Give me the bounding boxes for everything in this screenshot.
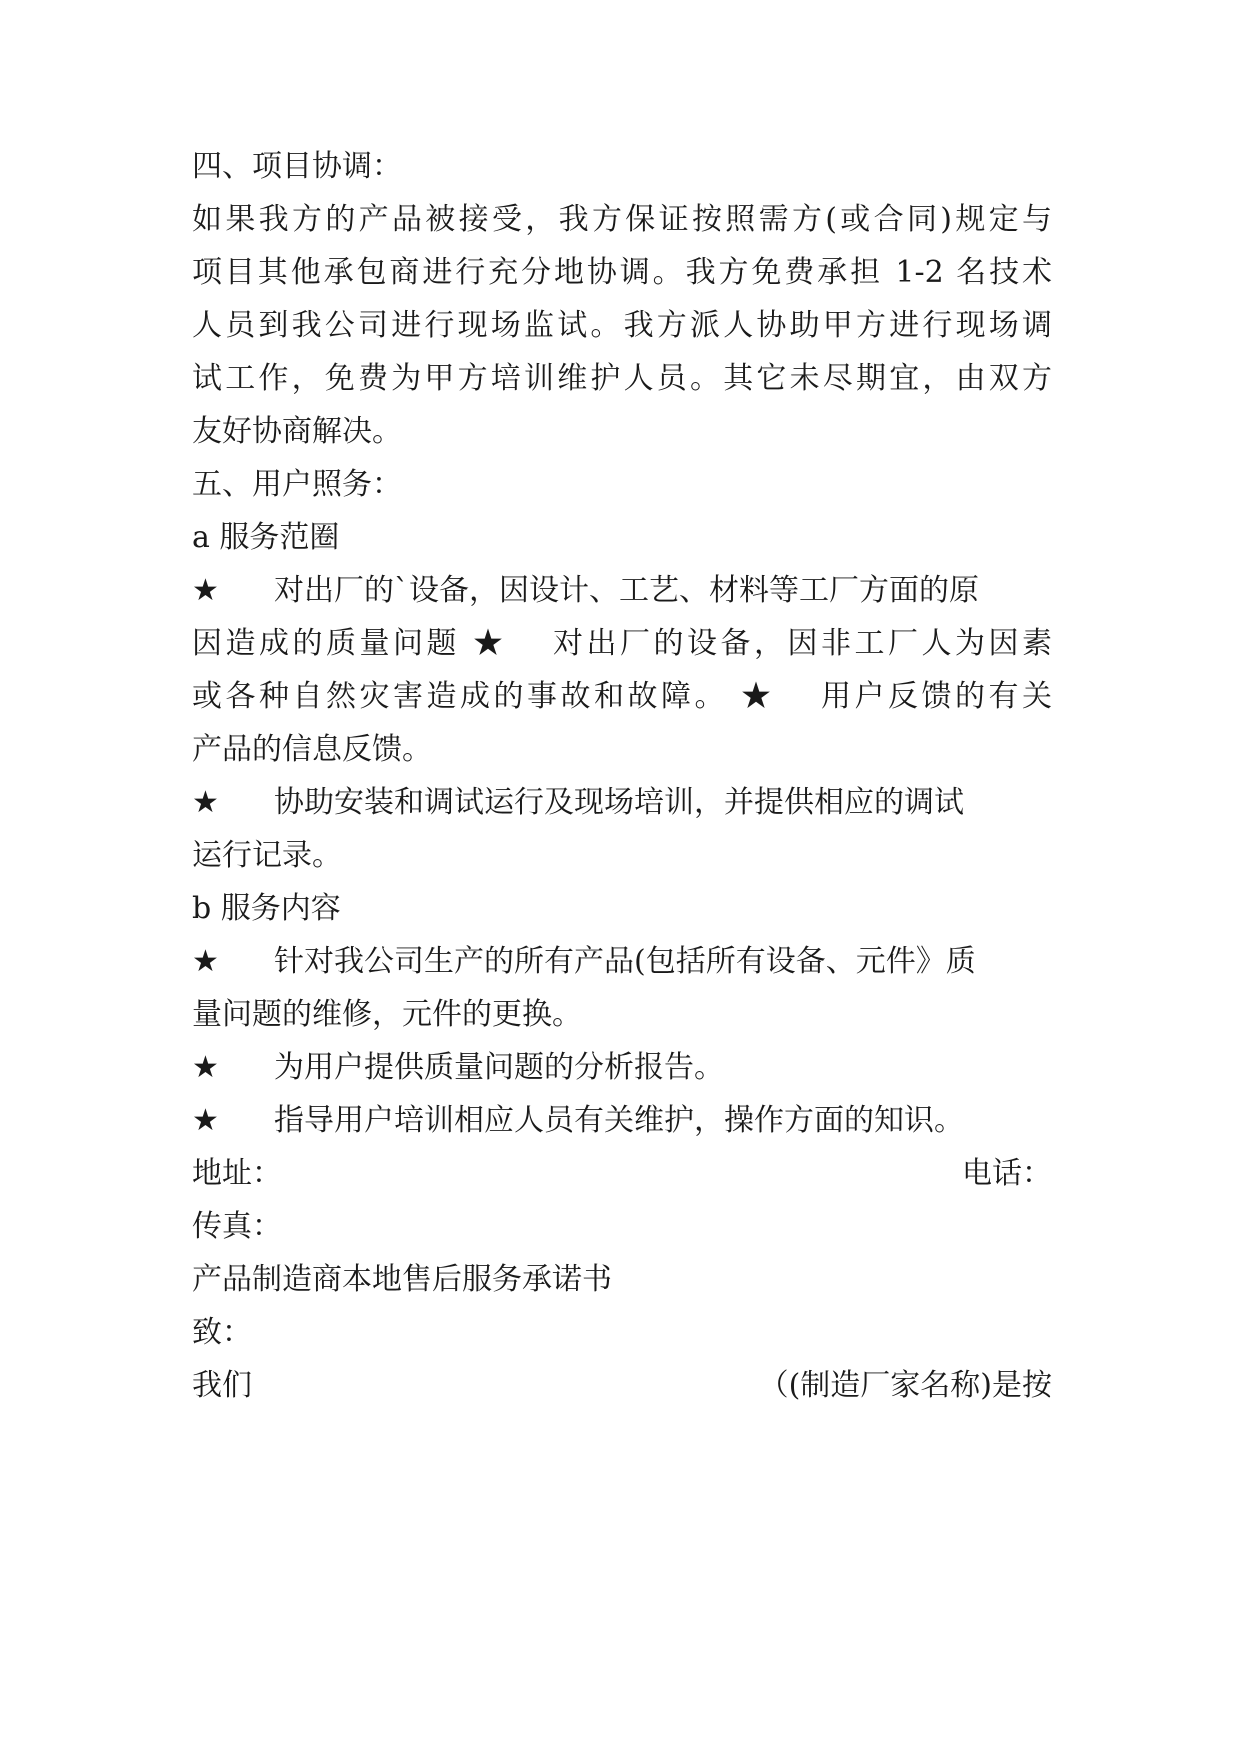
paragraph-line: 因造成的质量问题 ★ 对出厂的设备，因非工厂人为因素 bbox=[192, 626, 1052, 661]
paragraph-line: 项目其他承包商进行充分地协调。我方免费承担 1-2 名技术 bbox=[192, 255, 1052, 290]
bullet-text: 为用户提供质量问题的分析报告。 bbox=[274, 1050, 724, 1085]
subheading-service-scope: a 服务范圈 bbox=[192, 520, 340, 555]
bullet-item bbox=[192, 569, 1052, 613]
document-title: 产品制造商本地售后服务承诺书 bbox=[192, 1262, 612, 1297]
paragraph-line: 量问题的维修，元件的更换。 bbox=[192, 997, 582, 1032]
paragraph-line: 友好协商解决。 bbox=[192, 414, 402, 449]
star-icon: ★ bbox=[192, 573, 219, 608]
bullet-text: 指导用户培训相应人员有关维护，操作方面的知识。 bbox=[274, 1103, 964, 1138]
star-icon: ★ bbox=[192, 785, 219, 820]
star-icon: ★ bbox=[192, 1103, 219, 1138]
fax-label: 传真： bbox=[192, 1209, 282, 1244]
paragraph-line: 试工作，免费为甲方培训维护人员。其它未尽期宜，由双方 bbox=[192, 361, 1052, 396]
statement-start: 我们 bbox=[192, 1368, 252, 1403]
bullet-item bbox=[192, 940, 1052, 984]
phone-label: 电话： bbox=[962, 1156, 1052, 1191]
manufacturer-name-placeholder: （(制造厂家名称)是按 bbox=[758, 1368, 1052, 1403]
contact-line bbox=[192, 1152, 1052, 1196]
section-heading-user-service: 五、用户照务： bbox=[192, 467, 402, 502]
section-heading-coordination: 四、项目协调： bbox=[192, 149, 402, 184]
paragraph-line: 人员到我公司进行现场监试。我方派人协助甲方进行现场调 bbox=[192, 308, 1052, 343]
address-label: 地址： bbox=[192, 1156, 282, 1191]
salutation: 致： bbox=[192, 1315, 252, 1350]
paragraph-line: 运行记录。 bbox=[192, 838, 342, 873]
bullet-text: 针对我公司生产的所有产品(包括所有设备、元件》质 bbox=[274, 944, 976, 979]
bullet-text: 协助安装和调试运行及现场培训，并提供相应的调试 bbox=[274, 785, 964, 820]
paragraph-line: 或各种自然灾害造成的事故和故障。 ★ 用户反馈的有关 bbox=[192, 679, 1052, 714]
bullet-item bbox=[192, 1099, 1052, 1143]
paragraph-line: 产品的信息反馈。 bbox=[192, 732, 432, 767]
bullet-item bbox=[192, 1046, 1052, 1090]
bullet-item bbox=[192, 781, 1052, 825]
star-icon: ★ bbox=[192, 1050, 219, 1085]
star-icon: ★ bbox=[192, 944, 219, 979]
statement-line bbox=[192, 1364, 1052, 1408]
bullet-text: 对出厂的`设备，因设计、工艺、材料等工厂方面的原 bbox=[274, 573, 979, 608]
subheading-service-content: b 服务内容 bbox=[192, 891, 341, 926]
paragraph-line: 如果我方的产品被接受，我方保证按照需方(或合同)规定与 bbox=[192, 202, 1052, 237]
